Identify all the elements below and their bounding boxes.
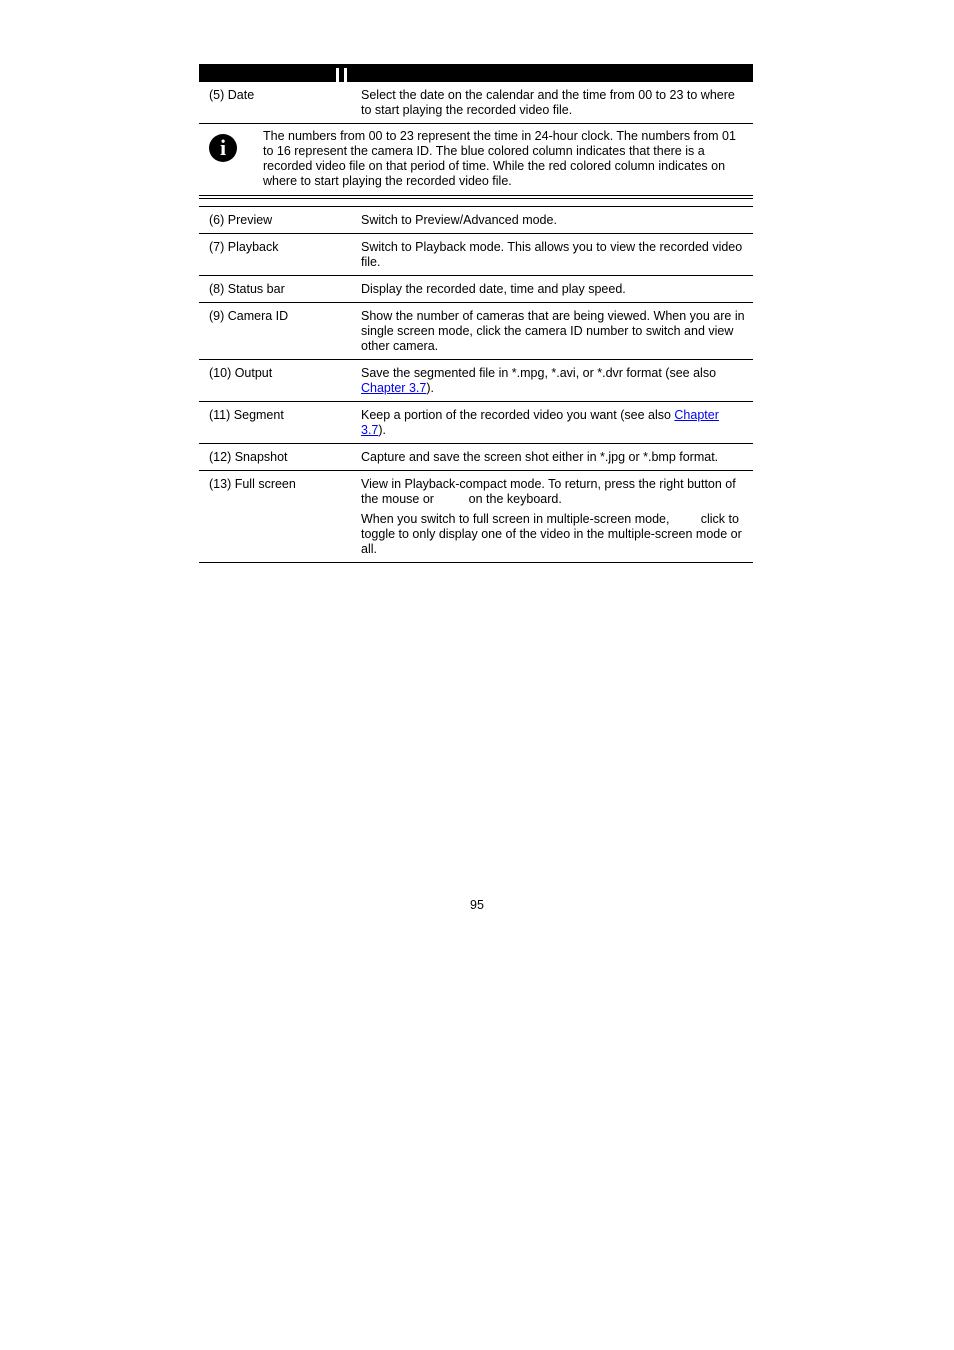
description-paragraph: View in Playback-compact mode. To return, press the right button of the mouse or on the keyboard. [361, 477, 740, 506]
table-row [199, 82, 753, 123]
term-description: Capture and save the screen shot either in *.jpg or *.bmp format. [361, 450, 719, 464]
definition-table [199, 207, 753, 563]
table-row [199, 444, 753, 471]
info-icon: i [209, 134, 237, 162]
term-description: Switch to Playback mode. This allows you to view the recorded video file. [361, 240, 743, 269]
description-text: ). [426, 381, 434, 395]
header-bar-divider [336, 68, 339, 82]
term-description [361, 360, 753, 402]
description-text: Keep a portion of the recorded video you want (see also [361, 408, 675, 422]
term-label: (9) Camera ID [209, 309, 289, 323]
table-row [199, 471, 753, 563]
definition-table-top [199, 82, 753, 123]
table-row [199, 234, 753, 276]
term-description [361, 471, 753, 563]
table-row [199, 303, 753, 360]
chapter-link[interactable]: Chapter 3.7 [361, 408, 719, 437]
term-label: (13) Full screen [209, 477, 296, 491]
chapter-link[interactable]: Chapter 3.7 [361, 381, 427, 395]
term-label: (10) Output [209, 366, 273, 380]
term-description: Display the recorded date, time and play speed. [361, 282, 626, 296]
term-description: Select the date on the calendar and the time from 00 to 23 to where to start playing the recorded video file. [361, 88, 735, 117]
term-label: (7) Playback [209, 240, 279, 254]
table-row [199, 360, 753, 402]
info-icon-wrapper [199, 129, 263, 189]
note-text: The numbers from 00 to 23 represent the time in 24-hour clock. The numbers from 01 to 16 represent the camera ID. The blue colored column indicates that there is a recorded video file on that period of time. While the red colored column indicates on where to start playing the recorded video file. [263, 129, 736, 188]
header-bar-divider [344, 68, 347, 82]
term-label: (5) Date [209, 88, 255, 102]
term-description: Switch to Preview/Advanced mode. [361, 213, 557, 227]
term-label: (11) Segment [209, 408, 284, 422]
table-row [199, 276, 753, 303]
page-number: 95 [470, 898, 484, 912]
info-note [199, 123, 753, 193]
term-description: Show the number of cameras that are being viewed. When you are in single screen mode, click the camera ID number to switch and view other camera. [361, 309, 745, 353]
description-text: Save the segmented file in *.mpg, *.avi, or *.dvr format (see also [361, 366, 717, 380]
table-row [199, 207, 753, 234]
description-paragraph: When you switch to full screen in multiple-screen mode, click to toggle to only display one of the video in the multiple-screen mode or all. [361, 512, 746, 556]
term-label: (8) Status bar [209, 282, 285, 296]
term-label: (6) Preview [209, 213, 273, 227]
page-body [199, 64, 753, 563]
table-row [199, 402, 753, 444]
term-description [361, 402, 753, 444]
term-label: (12) Snapshot [209, 450, 288, 464]
section-header-bar [199, 64, 753, 82]
description-text: ). [378, 423, 387, 437]
